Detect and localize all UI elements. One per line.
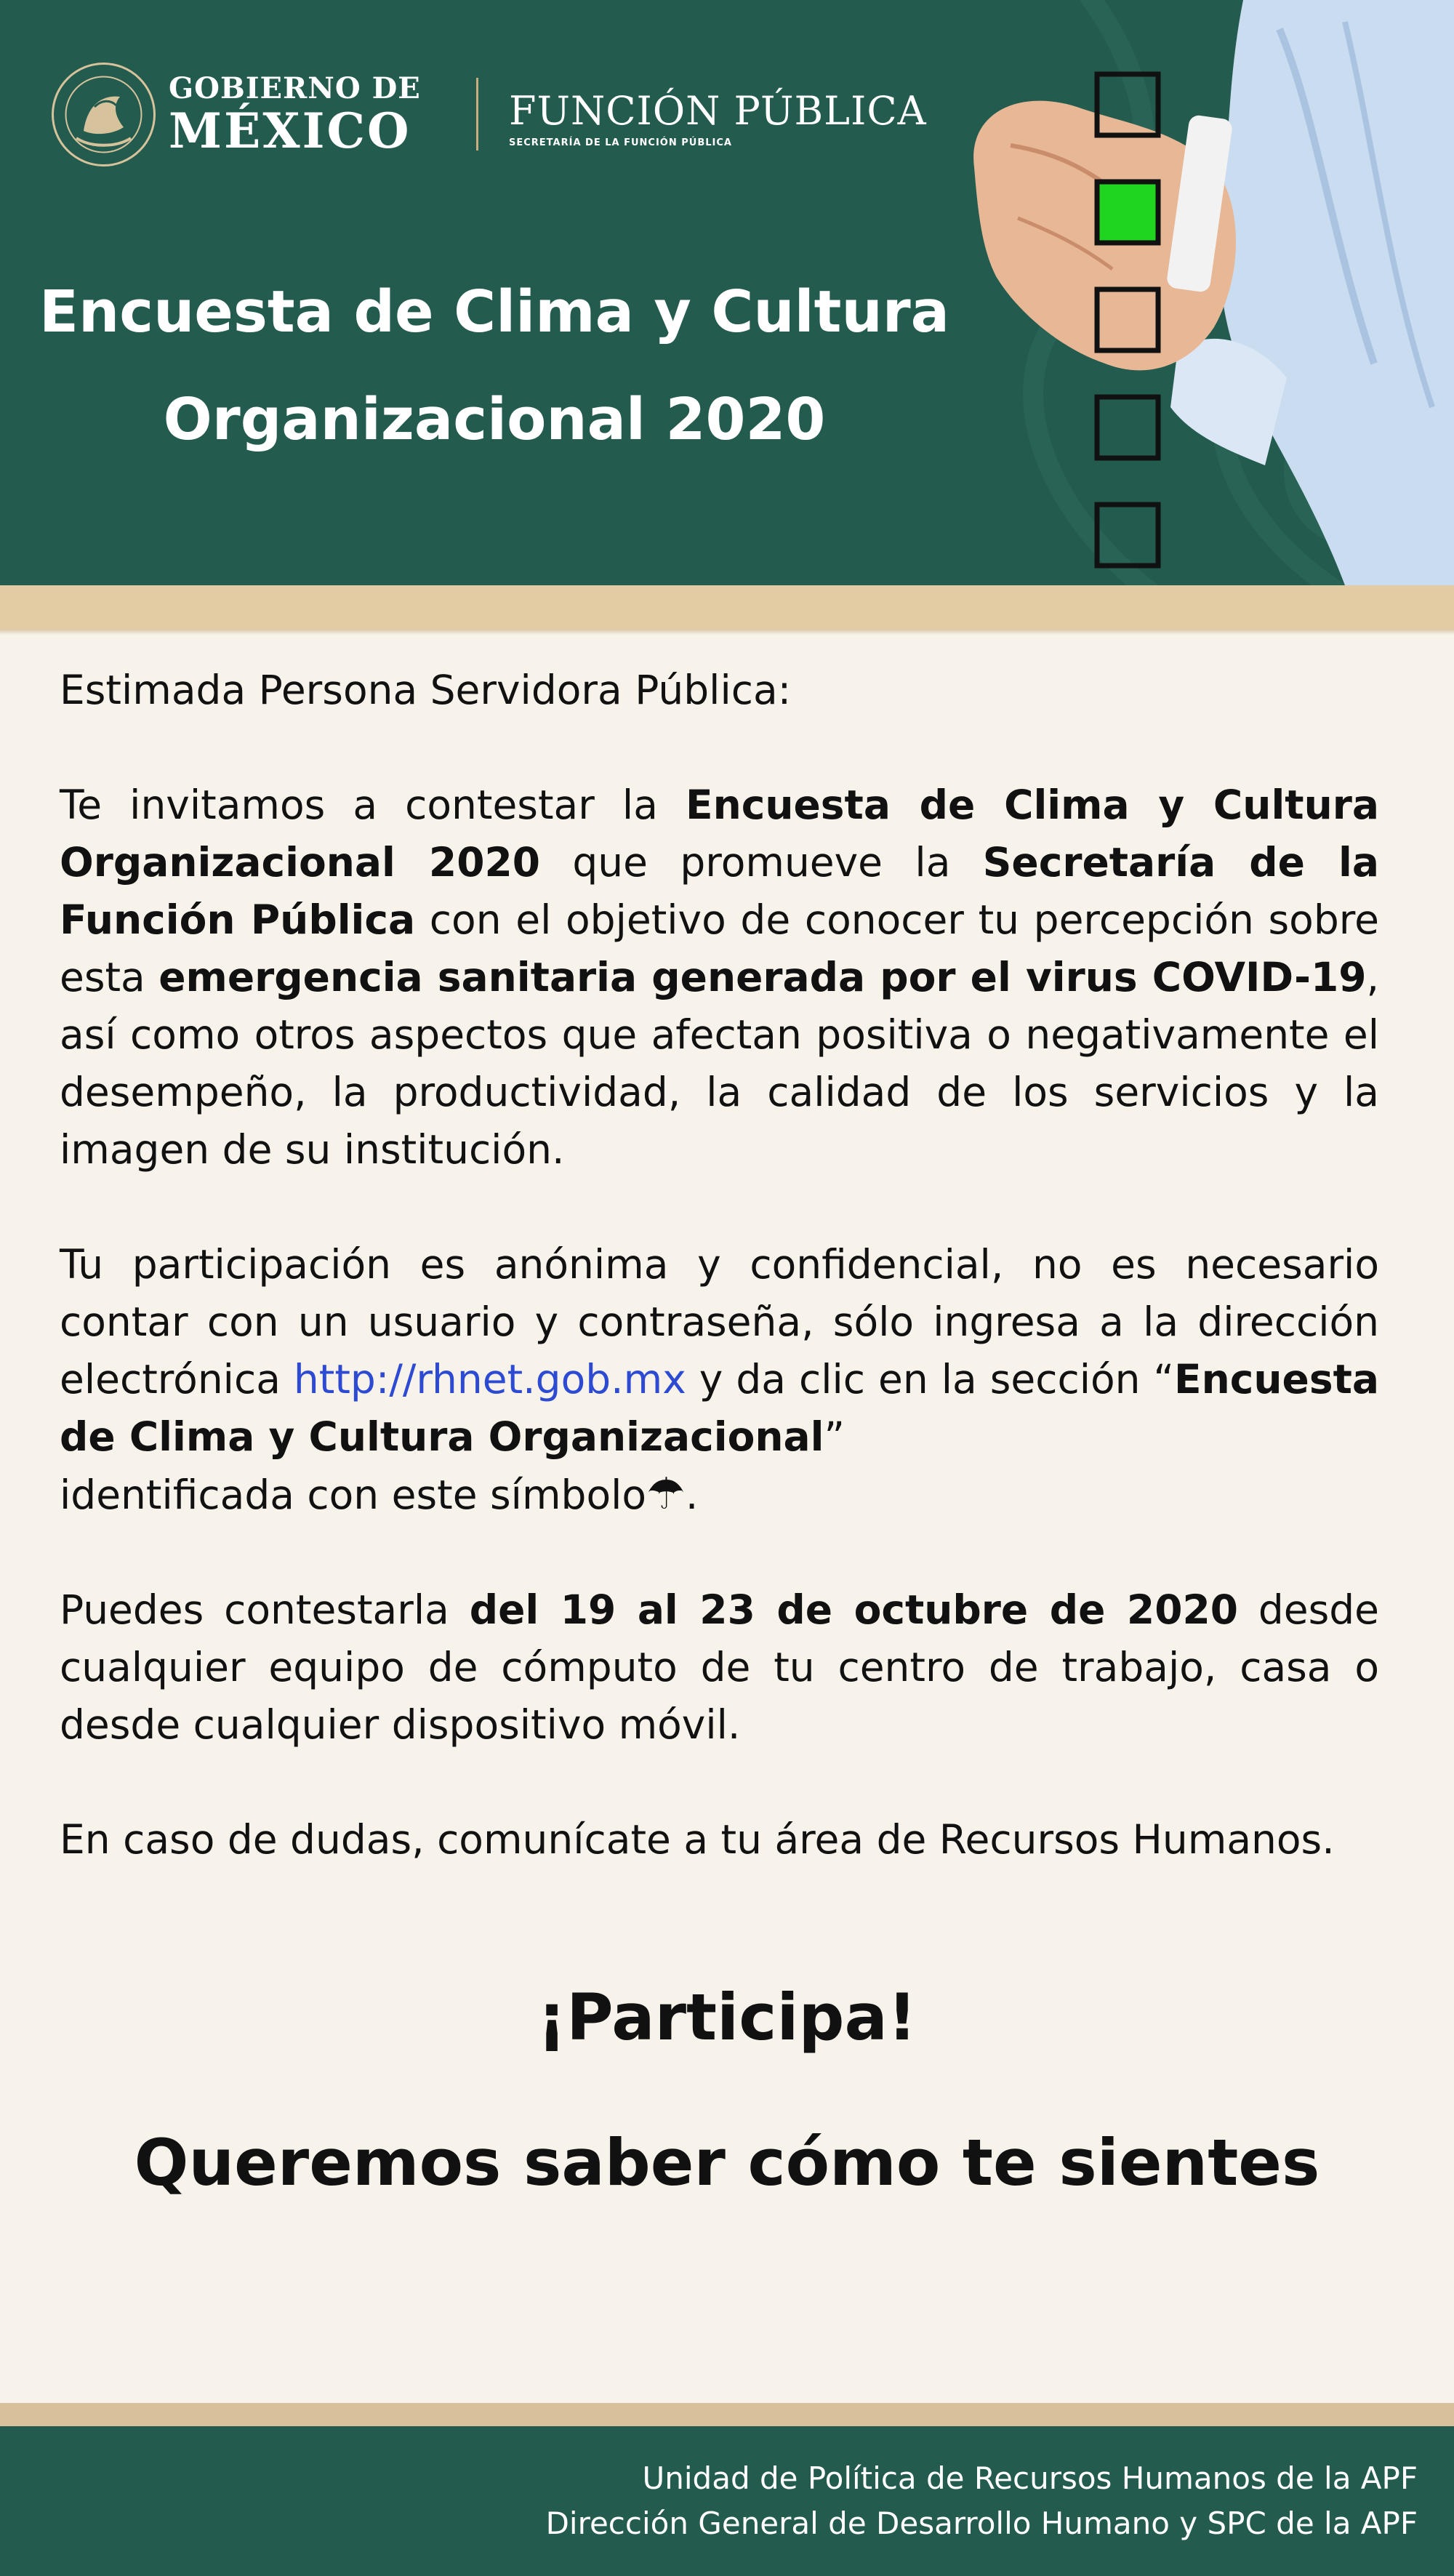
footer-direction: Dirección General de Desarrollo Humano y SPC de la APF: [545, 2505, 1418, 2541]
gobierno-wordmark: [169, 71, 421, 159]
p1-bold-survey: Encuesta de Clima y Cultura Organizacional 2020: [60, 782, 1379, 886]
cta-participa: ¡Participa!: [537, 1980, 917, 2055]
paragraph-access: [60, 1236, 1379, 1524]
survey-title: [29, 258, 960, 473]
footer-unit: Unidad de Política de Recursos Humanos de la APF: [642, 2460, 1418, 2496]
checkbox-icon: [1097, 505, 1158, 566]
shirt-sleeve: [1219, 0, 1454, 585]
title-line1: Encuesta de Clima y Cultura: [39, 278, 949, 345]
message-body: [60, 662, 1379, 1926]
logo-divider: [476, 78, 478, 151]
p3-text-2: desde cualquier equipo de cómputo de tu centro de trabajo, casa o desde cualquier dispositivo móvil.: [60, 1586, 1380, 1748]
p3-bold-dates: del 19 al 23 de octubre de 2020: [469, 1586, 1238, 1633]
paragraph-invitation: [60, 777, 1379, 1179]
greeting: Estimada Persona Servidora Pública:: [60, 667, 792, 713]
cta-queremos-saber: Queremos saber cómo te sientes: [134, 2125, 1320, 2200]
footer: [0, 2426, 1454, 2576]
checkbox-checked-icon: [1097, 182, 1158, 243]
agency-line1: FUNCIÓN PÚBLICA: [509, 88, 927, 134]
p1-bold-secretaria: Secretaría de la Función Pública: [60, 839, 1379, 943]
gobierno-line2: MÉXICO: [169, 103, 411, 159]
p1-text-2: que promueve la: [540, 839, 983, 886]
hand-checklist-illustration: [938, 0, 1454, 585]
header-banner: [0, 0, 1454, 585]
agency-line2: SECRETARÍA DE LA FUNCIÓN PÚBLICA: [509, 137, 732, 148]
title-line2: Organizacional 2020: [163, 386, 826, 453]
agency-wordmark: [509, 89, 927, 151]
government-logo: [51, 62, 927, 167]
p1-text-3: con el objetivo de conocer tu percepción sobre esta: [60, 896, 1379, 1000]
paragraph-contact: En caso de dudas, comunícate a tu área de Recursos Humanos.: [60, 1816, 1335, 1863]
p2-text-3: ”: [824, 1413, 846, 1460]
top-accent-band: [0, 585, 1454, 629]
top-band-shadow: [0, 629, 1454, 635]
p1-bold-emergency: emergencia sanitaria generada por el virus COVID-19: [158, 954, 1367, 1000]
p2-text-2: y da clic en la sección “: [686, 1356, 1175, 1403]
p1-text-4: , así como otros aspectos que afectan positiva o negativamente el desempeño, la productividad, la calidad de los servicios y la imagen de su institución.: [60, 954, 1379, 1173]
p2-bold-section: Encuesta de Clima y Cultura Organizacional: [60, 1356, 1379, 1460]
umbrella-icon: ☂: [646, 1469, 686, 1520]
national-seal-icon: [51, 62, 156, 167]
checkbox-icon: [1097, 397, 1158, 458]
p2-text-1: Tu participación es anónima y confidencial, no es necesario contar con un usuario y contraseña, sólo ingresa a la dirección electrónica: [60, 1241, 1379, 1403]
rhnet-link[interactable]: http://rhnet.gob.mx: [293, 1356, 686, 1403]
p3-text-1: Puedes contestarla: [60, 1586, 470, 1633]
p1-text-1: Te invitamos a contestar la: [60, 782, 686, 828]
paragraph-dates: [60, 1581, 1379, 1754]
p2-text-4: identificada con este símbolo: [60, 1472, 647, 1518]
p2-text-5: .: [685, 1472, 699, 1518]
bottom-accent-band: [0, 2403, 1454, 2426]
gobierno-line1: GOBIERNO DE: [169, 71, 421, 105]
